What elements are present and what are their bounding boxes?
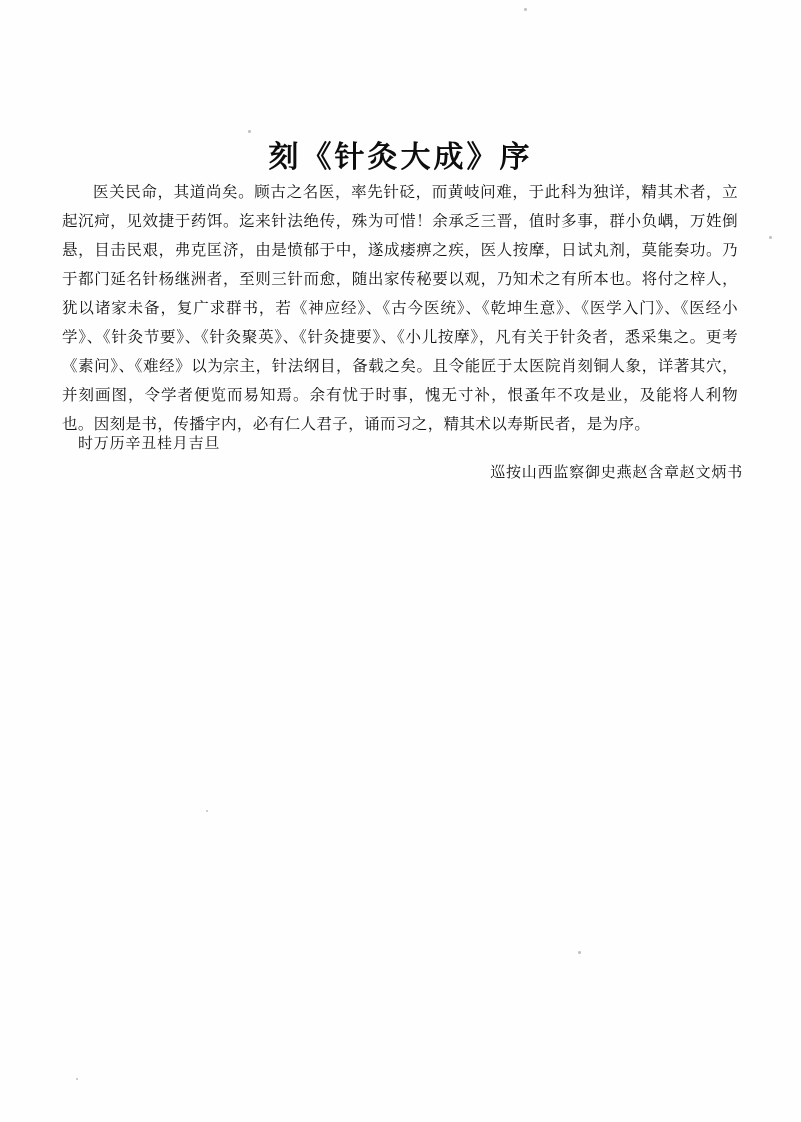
paper-speck bbox=[76, 1078, 78, 1080]
preface-paragraph: 医关民命，其道尚矣。顾古之名医，率先针砭，而黄岐问难，于此科为独详，精其术者，立起沉疴，见效捷于药饵。迄来针法绝传，殊为可惜！余承乏三晋，值时多事，群小负嵎，万姓倒悬，目击民艰，弗克匡济，由是愤郁于中，遂成痿痹之疾，医人按摩，日试丸剂，莫能奏功。乃于都门延名针杨继洲者，至则三针而愈，随出家传秘要以观，乃知术之有所本也。将付之梓人，犹以诸家未备，复广求群书，若《神应经》、《古今医统》、《乾坤生意》、《医学入门》、《医经小学》、《针灸节要》、《针灸聚英》、《针灸捷要》、《小儿按摩》，凡有关于针灸者，悉采集之。更考《素问》、《难经》以为宗主，针法纲目，备载之矣。且令能匠于太医院肖刻铜人象，详著其穴，并刻画图，令学者便览而易知焉。余有忧于时事，愧无寸补，恨蚤年不攻是业，及能将人利物也。因刻是书，传播宇内，必有仁人君子，诵而习之，精其术以寿斯民者，是为序。 bbox=[62, 183, 738, 433]
page-title: 刻《针灸大成》序 bbox=[268, 140, 533, 176]
date-line: 时万历辛丑桂月吉旦 bbox=[78, 434, 221, 452]
paper-speck bbox=[524, 8, 527, 11]
paper-speck bbox=[578, 951, 581, 954]
signature-line: 巡按山西监察御史燕赵含章赵文炳书 bbox=[490, 463, 743, 481]
preface-body bbox=[62, 178, 738, 439]
paper-speck bbox=[769, 236, 772, 239]
paper-speck bbox=[206, 810, 208, 812]
